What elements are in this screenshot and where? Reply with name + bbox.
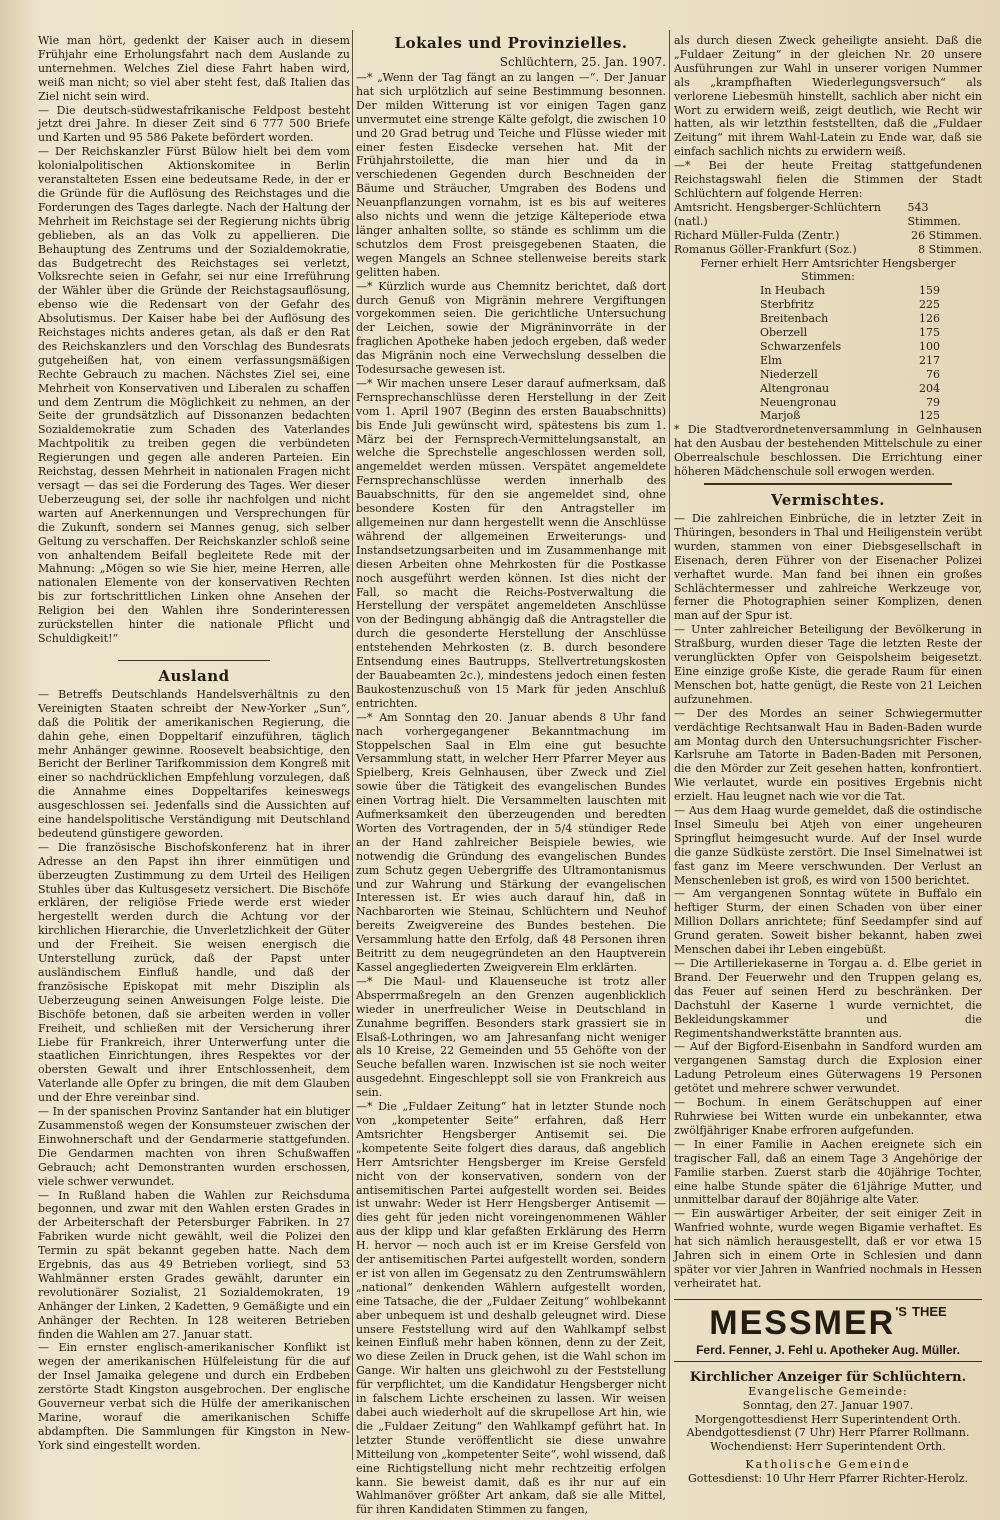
messmer-tea-advertisement [674,1299,982,1362]
place-count: 159 [919,284,940,298]
vote-row [674,229,982,243]
article-paragraph: —* Kürzlich wurde aus Chemnitz berichtet, daß dort durch Genuß von Migränin mehrere Vergiftungen vorgekommen seien. Die gerichtliche Untersuchung der Leichen, sowie der Migräninvorräte in der fraglichen Apotheke haben jedoch ergeben, daß weder das Migränin noch eine Verwechslung desselben die Todesursache gewesen ist. [356,279,666,377]
article-paragraph: — Unter zahlreicher Beteiligung der Bevölkerung in Straßburg, wurden dieser Tage die letzten Reste der verunglückten Opfer von Geispolsheim beigesetzt. Eine einzige große Kiste, die gerade Raum für einen Menschen bot, hatte genügt, die Reste von 21 Leichen aufzunehmen. [674,623,982,706]
article-paragraph: — Ein auswärtiger Arbeiter, der seit einiger Zeit in Wanfried wohnte, wurde wegen Bigamie verhaftet. Es hat sich nämlich herausgestellt, daß er vor etwa 15 Jahren sich in einem Orte in Schlesien und dann später vor vier Jahren in Wanfried nochmals in Hessen verheiratet hat. [674,1207,982,1290]
place-row [760,326,940,340]
place-row [760,298,940,312]
article-paragraph: —* Am Sonntag den 20. Januar abends 8 Uhr fand nach vorhergegangener Bekanntmachung im Stoppelschen Saal in Elm eine gut besuchte Versammlung statt, in welcher Herr Pfarrer Meyer aus Spielberg, Kreis Gelnhausen, über Zweck und Ziel sowie über die Tätigkeit des evangelischen Bundes einen Vortrag hielt. Die Versammelten lauschten mit Aufmerksamkeit den überzeugenden und beredten Worten des Vortragenden, der in 5/4 stündiger Rede an der Hand zahlreicher Beispiele bewies, wie notwendig die Gründung des evangelischen Bundes zum Schutz gegen Uebergriffe des Ultramontanismus und zur Wahrung und Stärkung der evangelischen Interessen ist. Er wies auch darauf hin, daß in Nachbarorten wie Steinau, Schlüchtern und Neuhof bereits Zweigvereine des Bundes bestehen. Die Versammlung hatte den Erfolg, daß 48 Personen ihren Beitritt zu dem neugegründeten an den Hauptverein Kassel angegliederten Zweigverein Elm erklärten. [356,710,666,974]
ad-sellers: Ferd. Fenner, J. Fehl u. Apotheker Aug. Müller. [696,1342,960,1357]
place-name: Marjoß [760,409,801,423]
candidate-name: Romanus Göller-Frankfurt (Soz.) [674,242,857,256]
column-3 [674,34,982,1486]
ad-brand-suffix: 'S [895,1303,907,1319]
place-count: 125 [919,409,940,423]
article-paragraph: — In einer Familie in Aachen ereignete sich ein tragischer Fall, daß an einem Tage 3 Angehörige der Familie starben. Zuerst starb die 40jährige Tochter, eine halbe Stunde später die 61jährige Mutter, und unmittelbar darauf der 80jährige alte Vater. [674,1137,982,1207]
place-row [760,312,940,326]
ad-product: THEE [912,1303,947,1319]
article-paragraph: — Bochum. In einem Gerätschuppen auf einer Ruhrwiese bei Witten wurde ein unbekannter, etwa zwölfjähriger Knabe erfroren aufgefunden. [674,1096,982,1137]
article-paragraph: — Die Artilleriekaserne in Torgau a. d. Elbe geriet in Brand. Der Feuerwehr und den Truppen gelang es, das Feuer auf seinen Herd zu beschränken. Der Dachstuhl der Kaserne 1 wurde vernichtet, die Bekleidungskammer und die Regimentshandwerkstätte brannten aus. [674,957,982,1040]
article-paragraph: * Die Stadtverordnetenversammlung in Gelnhausen hat den Ausbau der bestehenden Mittelschule zu einer Oberrealschule beschlossen. Die Errichtung einer höheren Mädchenschule soll erwogen werden. [674,423,982,479]
place-name: Sterbfritz [760,298,814,312]
article-paragraph: — In der spanischen Provinz Santander hat ein blutiger Zusammenstoß wegen der Konsumsteuer zwischen der Einwohnerschaft und der Gendarmerie stattgefunden. Die Gendarmen machten von ihren Schußwaffen Gebrauch; acht Demonstranten wurden erschossen, viele schwer verwundet. [38,1105,350,1188]
place-row [760,396,940,410]
vote-row [674,201,982,229]
article-paragraph: — Auf der Bigford-Eisenbahn in Sandford wurden am vergangenen Samstag durch die Explosion einer Ladung Petroleum eines Güterwagens 19 Personen getötet und mehrere schwer verwundet. [674,1040,982,1096]
column-2 [356,34,667,1517]
section-heading-lokales: Lokales und Provinzielles. [394,34,628,52]
section-heading-ausland: Ausland [158,666,230,685]
article-paragraph: Wie man hört, gedenkt der Kaiser auch in diesem Frühjahr eine Erholungsfahrt nach dem Auslande zu unternehmen. Welches Ziel diese Fahrt haben wird, weiß man nicht; so viel aber steht fest, daß Italien das Ziel nicht sein wird. [38,34,350,103]
place-name: Oberzell [760,326,808,340]
article-paragraph: — Der Reichskanzler Fürst Bülow hielt bei dem vom kolonialpolitischen Aktionskomitee in Berlin veranstalteten Essen eine bedeutsame Rede, in der er die Gründe für die Auflösung des Reichstages und die Forderungen des Tages darlegte. Nach der Haltung der Mehrheit im Reichstage sei der Regierung nichts übrig geblieben, als an das Volk zu appellieren. Die Behauptung des Zentrums und der Sozialdemokratie, das Budgetrecht des Reichstages sei verletzt, Volksrechte seien in Gefahr, sei nur eine Irreführung der Wähler über die Gründe der Reichstagsauflösung, ebenso wie die Redensart von der Gefahr des Absolutismus. Der Kaiser habe bei der Auflösung des Reichstages nichts anderes getan, als daß er den Rat des Reichskanzlers und den Vorschlag des Bundesrats gutgeheißen hat, von einem verfassungsmäßigen Rechte Gebrauch zu machen. Nächstes Ziel sei, eine Mehrheit von Konservativen und Liberalen zu schaffen und dem Zentrum die Möglichkeit zu nehmen, an der Seite der grundsätzlich auf Dissonanzen bedachten Sozialdemokratie zum Schaden des Vaterlandes Machtpolitik zu treiben gegen die verbündeten Regierungen und gegen alle anderen Parteien. Ein Reichstag, dessen Mehrheit in nationalen Fragen nicht versagt — das sei die Forderung des Tages. Wer dieser Ueberzeugung sei, der solle ihr nachfolgen und nicht warten auf Anerkennungen und Versprechungen für die Zukunft, sondern sei Mannes genug, sich selber Geltung zu verschaffen. Der Reichskanzler schloß seine von anhaltendem Beifall begleitete Rede mit der Mahnung: „Mögen so wie Sie hier, meine Herren, alle nationalen Elemente von der konservativen Rechten bis zur fortschrittlichen Linken ohne Ansehen der Religion bei den Wahlen ihre Sonderinteressen zurückstellen hinter die nationale Pflicht und Schuldigkeit!“ [38,145,350,645]
vote-count: 8 Stimmen. [918,242,982,256]
place-name: Niederzell [760,367,818,381]
church-ev-title: Evangelische Gemeinde: [748,1384,908,1398]
article-paragraph: — Ein ernster englisch-amerikanischer Konflikt ist wegen der amerikanischen Hülfeleistung für die auf der Insel Jamaika gelegene und durch ein Erdbeben zerstörte Stadt Kingston ausgebrochen. Der englische Gouverneur verbat sich die Hülfe der amerikanischen Marine, worauf die amerikanischen Schiffe abdampften. Die Sammlungen für Kingston in New-York sind eingestellt worden. [38,1341,350,1452]
article-paragraph: —* Bei der heute Freitag stattgefundenen Reichstagswahl fielen die Stimmen der Stadt Schlüchtern auf folgende Herren: [674,159,982,200]
church-line: Gottesdienst: 10 Uhr Herr Pfarrer Richter-Herolz. [687,1472,969,1486]
church-line: Sonntag, den 27. Januar 1907. [742,1398,914,1412]
ad-brand: MESSMER [709,1303,896,1342]
place-count: 126 [919,312,940,326]
vote-count: 26 Stimmen. [911,228,982,242]
church-line: Wochendienst: Herr Superintendent Orth. [710,1440,946,1454]
place-row [760,382,940,396]
vote-row [674,243,982,257]
article-paragraph: als durch diesen Zweck geheiligte ansieht. Daß die „Fuldaer Zeitung“ in der gleichen Nr. 20 unsere Ausführungen zur Wahl in unserer vorigen Nummer als „krampfhaften Wiederlegungsversuch“ als verlorene Liebesmüh hinstellt, sachlich aber nicht ein Wort zu erwidern weiß, zeigt deutlich, wie Recht wir hatten, als wir letzthin feststellten, daß die „Fuldaer Zeitung“ mit ihrem Wahl-Latein zu Ende war, daß sie einfach sachlich nichts zu erwidern weiß. [674,34,982,159]
candidate-name: Amtsricht. Hengsberger-Schlüchtern (natl.) [674,200,881,228]
place-count: 100 [919,339,940,353]
article-paragraph: —* Die „Fuldaer Zeitung“ hat in letzter Stunde noch von „kompetenter Seite“ erfahren, daß Herr Amtsrichter Hengsberger Antisemit sei. Die „kompetente Seite folgert dies daraus, daß angeblich Herr Amtsrichter Hengsberger im Kreise Gersfeld nicht von der konservativen, sondern von der antisemitischen Partei aufgestellt worden sei. Beides ist unwahr: Weder ist Herr Hengsberger Antisemit — dies geht für jeden nicht voreingenommenen Wähler aus der klipp und klar gefaßten Erklärung des Herrn H. hervor — noch auch ist er im Kreise Gersfeld von der antisemitischen Partei aufgestellt worden, sondern er ist von allen im Gegensatz zu den Zentrumswählern „national“ denkenden Wählern aufgestellt worden, eine Tatsache, die der „Fuldaer Zeitung“ wohlbekannt aber unbequem ist und deshalb geleugnet wird. Diese unsere Feststellung wird auf den Wahlkampf selbst keinen Einfluß mehr haben können, denn zu der Zeit, wo diese Zeilen in Druck gehen, ist die Wahl schon im Gange. Wir halten uns gleichwohl zu der Feststellung für verpflichtet, um die Kandidatur Hengsberger nicht in falschem Lichte erscheinen zu lassen. Wir weisen dabei auch wiederholt auf die skrupellose Art hin, wie die „Fuldaer Zeitung“ den Wahlkampf geführt hat. In letzter Stunde veröffentlicht sie diese unwahre Mitteilung von „kompetenter Seite“, wohl wissend, daß eine Richtigstellung nicht mehr rechtzeitig erfolgen kann. Sie beweist damit, daß es ihr nur auf ein Wahlmanöver größter Art ankam, daß sie alle Mittel, für ihren Kandidaten Stimmen zu fangen, [356,1100,667,1517]
place-row [760,340,940,354]
candidate-name: Richard Müller-Fulda (Zentr.) [674,228,840,242]
article-paragraph: — Betreffs Deutschlands Handelsverhältnis zu den Vereinigten Staaten schreibt der New-Yorker „Sun“, daß die Politik der amerikanischen Regierung, die dahin gehe, einen Doppeltarif einzuführen, täglich mehr Anhänger gewinne. Roosevelt beabsichtige, den Bericht der Berliner Tarifkommission dem Kongreß mit einer so nachdrücklichen Empfehlung vorzulegen, daß die Annahme eines Doppeltarifes keineswegs ausgeschlossen sei. Jedenfalls sind die Aussichten auf eine handelspolitische Verständigung mit Deutschland bedeutend günstigere geworden. [38,687,350,840]
place-row [760,409,940,423]
church-heading: Kirchlicher Anzeiger für Schlüchtern. [689,1369,967,1385]
place-name: Breitenbach [760,312,829,326]
article-paragraph: — Am vergangenen Sonntag wütete in Buffalo ein heftiger Sturm, der einen Schaden von über einer Million Dollars anrichtete; fünf Seedampfer sind auf Grund geraten. Soweit bisher bekannt, haben zwei Menschen dabei ihr Leben eingebüßt. [674,887,982,957]
article-paragraph: —* Die Maul- und Klauenseuche ist trotz aller Absperrmaßregeln an den Grenzen augenblicklich wieder in unerfreulicher Weise in Deutschland in Zunahme begriffen. Besonders stark grassiert sie in Elsaß-Lothringen, wo am Jahresanfang nicht weniger als 10 Kreise, 22 Gemeinden und 55 Gehöfte von der Seuche befallen waren. Inzwischen ist sie noch weiter ausgedehnt. Eingeschleppt soll sie von Frankreich aus sein. [356,974,666,1100]
place-count: 217 [919,353,940,367]
election-results [674,201,982,284]
article-paragraph: — Die zahlreichen Einbrüche, die in letzter Zeit in Thüringen, besonders in Thal und Heiligenstein verübt wurden, stammen von einer Diebsgesellschaft in Eisenach, deren Führer von der Eisenacher Polizei verhaftet wurde. Man fand bei ihnen ein großes Schlächtermesser und zahlreiche Werkzeuge vor, ferner die Photographien seiner Komplizen, denen man auf der Spur ist. [674,512,982,623]
article-paragraph: —* „Wenn der Tag fängt an zu langen —“. Der Januar hat sich urplötzlich auf seine Bestimmung besonnen. Der milden Witterung ist vor einigen Tagen ganz unvermutet eine strenge Kälte gefolgt, die zwischen 10 und 20 Grad betrug und Teiche und Flüsse wieder mit einer festen Eisdecke versehen hat. Mit der Frühjahrstoilette, die man hier und da in verschiedenen Gegenden durch Beschneiden der Bäume und Sträucher, Umgraben des Bodens und Neuanpflanzungen vornahm, ist es bis auf weiteres also nichts und wenn die jetzige Kälteperiode etwa länger anhalten sollte, so stände es schlimm um die schutzlos dem Frost preisgegebenen Staaten, die wegen Mangels an Schnee stellenweise bereits stark gelitten haben. [356,71,666,279]
church-kath-title: Katholische Gemeinde [745,1458,911,1472]
place-row [760,368,940,382]
vote-count: 543 Stimmen. [907,200,961,228]
section-divider [118,660,270,661]
article-paragraph: — Aus dem Haag wurde gemeldet, daß die ostindische Insel Simeulu bei Atjeh von einer ungeheuren Springflut heimgesucht wurde. Auf der Insel wurde die ganze Südküste zerstört. Die Insel Simelnatwei ist fast ganz im Meere verschwunden. Der Verlust an Menschenleben ist groß, es wird von 1500 berichtet. [674,804,982,887]
place-name: Neuengronau [760,395,837,409]
place-count: 204 [919,381,940,395]
place-name: Schwarzenfels [760,339,842,353]
place-count: 225 [919,298,940,312]
section-heading-vermischtes: Vermischtes. [771,491,885,509]
column-1 [38,34,350,1480]
votes-intro: Ferner erhielt Herr Amtsrichter Hengsberger Stimmen: [700,256,956,284]
church-line: Morgengottesdienst Herr Superintendent Orth. [694,1412,962,1426]
article-paragraph: — Die französische Bischofskonferenz hat in ihrer Adresse an den Papst ihn ihrer einmütigen und überzeugten Zustimmung zu dem Urteil des Heiligen Stuhles über das Kultusgesetz versichert. Die Bischöfe erklären, der religiöse Friede werde erst wieder hergestellt werden durch die Achtung vor der kirchlichen Hierarchie, die Unverletzlichkeit der Güter und der Freiheit. Sie weisen energisch die Unterstellung zurück, daß der Papst unter ausländischem Einfluß handle, und daß der französische Episkopat mit mehr Disziplin als Ueberzeugung seinen Anweisungen Folge leiste. Die Bischöfe betonen, daß sie arbeiten werden in voller Freiheit, und schließen mit der Versicherung ihrer Liebe für Frankreich, ihrer Unterwerfung unter die staatlichen Einrichtungen, ihres Respektes vor der obersten Gewalt und ihrer Entschlossenheit, dem Vaterlande alle Opfer zu bringen, die mit dem Glauben und der Ehre vereinbar sind. [38,840,350,1105]
place-row [760,354,940,368]
place-row [760,284,940,298]
article-paragraph: — In Rußland haben die Wahlen zur Reichsduma begonnen, und zwar mit den Wahlen ersten Grades in der Arbeiterschaft der Petersburger Fabriken. In 27 Fabriken wurde nicht gewählt, weil die Polizei den Termin zu spät bekannt gegeben hatte. Nach dem Ergebnis, das aus 49 Betrieben vorliegt, sind 53 Wahlmänner ersten Grades gewählt, darunter ein revolutionärer Sozialist, 21 Sozialdemokraten, 19 Anhänger der Linken, 2 Kadetten, 9 Gemäßigte und ein Anhänger der Rechten. In 128 weiteren Betrieben finden die Wahlen am 27. Januar statt. [38,1188,350,1341]
article-paragraph: — Die deutsch-südwestafrikanische Feldpost besteht jetzt drei Jahre. In dieser Zeit sind 6 777 500 Briefe und Karten und 95 586 Pakete befördert worden. [38,103,350,145]
place-name: Elm [760,353,782,367]
place-count: 76 [926,367,940,381]
place-count: 175 [919,326,940,340]
church-line: Abendgottesdienst (7 Uhr) Herr Pfarrer Rollmann. [686,1426,970,1440]
column-rule [669,30,670,1460]
article-paragraph: — Der des Mordes an seiner Schwiegermutter verdächtige Rechtsanwalt Hau in Baden-Baden wurde am Montag durch den Untersuchungsrichter Fischer-Karlsruhe am Tatorte in Baden-Baden mit Personen, die den Mörder zur Zeit gesehen hatten, konfrontiert. Wie verlautet, wurde ein positives Ergebnis nicht erzielt. Hau leugnet nach wie vor die Tat. [674,706,982,804]
place-name: In Heubach [760,284,825,298]
section-divider [704,483,952,485]
column-rule [352,30,353,1460]
article-paragraph: —* Wir machen unsere Leser darauf aufmerksam, daß Fernsprechanschlüsse deren Herstellung in der Zeit vom 1. April 1907 (Beginn des ersten Bauabschnitts) bis Ende Juli gewünscht wird, spätestens bis zum 1. März bei der Fernsprech-Vermittelungsanstalt, an welche die Sprechstelle angeschlossen werden soll, angemeldet werden müssen. Verspätet angemeldete Fernsprechanschlüsse werden innerhalb des Bauabschnitts, für den sie angemeldet sind, ohne besondere Kosten für den Antragsteller im allgemeinen nur dann hergestellt wenn die Anschlüsse während der allgemeinen Erweiterungs- und Instandsetzungsarbeiten und im Zusammenhange mit diesen Arbeiten ohne Mehrkosten für die Postkasse noch ausgeführt werden können. Ist dies nicht der Fall, so macht die Reichs-Postverwaltung die Herstellung der verspätet angemeldeten Anschlüsse von der Bedingung abhängig daß die Antragsteller die durch die gesonderte Herstellung der Anschlüsse entstehenden Mehrkosten (z. B. durch besondere Entsendung eines Bautrupps, Stellvertretungskosten der Bauabeamten 2c.), mindestens jedoch einen festen Baukostenzuschuß von 15 Mark für jeden Anschluß entrichten. [356,376,666,710]
dateline: Schlüchtern, 25. Jan. 1907. [499,55,666,69]
place-name: Altengronau [760,381,830,395]
church-notices [674,1370,982,1486]
place-count: 79 [926,395,940,409]
